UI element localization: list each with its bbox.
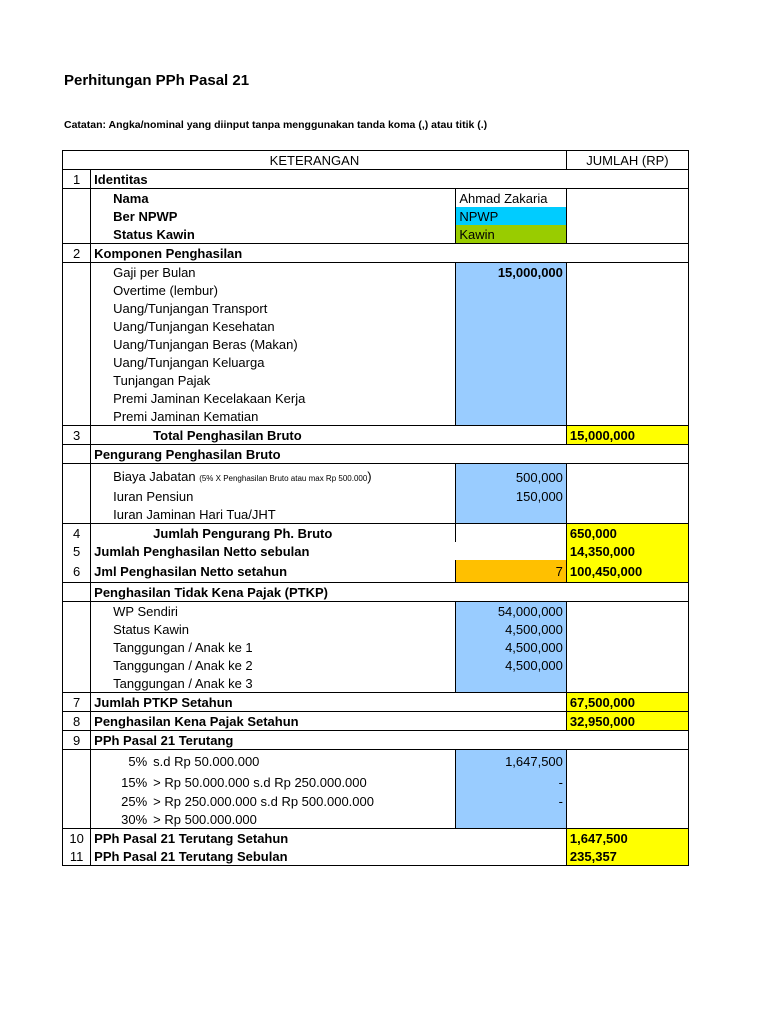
- row-total-bruto: [63, 426, 689, 445]
- iuran-pensiun-label: Iuran Pensiun: [113, 488, 194, 504]
- ptkp-value: [456, 674, 567, 693]
- row-npwp: [63, 207, 689, 225]
- row-number: 8: [63, 712, 91, 731]
- bracket-label: > Rp 500.000.000: [153, 811, 257, 827]
- nama-label: Nama: [91, 189, 456, 208]
- input-note: Catatan: Angka/nominal yang diinput tanpa menggunakan tanda koma (,) atau titik (.): [64, 119, 488, 131]
- row-netto-bulan: [63, 542, 689, 560]
- npwp-label: Ber NPWP: [113, 208, 178, 224]
- netto-tahun-months[interactable]: 7: [456, 560, 567, 583]
- bracket-row: [63, 792, 689, 810]
- total-bruto-value: 15,000,000: [566, 426, 688, 445]
- ptkp-item: [63, 602, 689, 621]
- row-number: 11: [63, 847, 91, 866]
- row-pph-terutang: [63, 731, 689, 750]
- row-status: [63, 225, 689, 244]
- status-label: Status Kawin: [91, 225, 456, 244]
- bracket-label: > Rp 250.000.000 s.d Rp 500.000.000: [153, 793, 374, 809]
- pph-setahun-value: 1,647,500: [566, 829, 688, 848]
- komponen-label: Uang/Tunjangan Transport: [113, 300, 268, 316]
- pph-sebulan-label: PPh Pasal 21 Terutang Sebulan: [91, 847, 567, 866]
- komponen-label: Uang/Tunjangan Kesehatan: [113, 318, 275, 334]
- row-number: 9: [63, 731, 91, 750]
- bracket-pct: 5%: [128, 753, 148, 769]
- bracket-pct: 15%: [121, 774, 148, 790]
- biaya-jabatan-close: ): [367, 469, 372, 484]
- header-jumlah: JUMLAH (RP): [566, 151, 688, 170]
- ptkp-item: [63, 638, 689, 656]
- row-pkp: [63, 712, 689, 731]
- komponen-input[interactable]: [456, 389, 567, 407]
- bracket-row: [63, 750, 689, 773]
- row-jht: [63, 505, 689, 524]
- ptkp-label: Tanggungan / Anak ke 1: [113, 639, 253, 655]
- ptkp-label: Tanggungan / Anak ke 2: [113, 657, 253, 673]
- netto-tahun-label: Jml Penghasilan Netto setahun: [91, 560, 456, 583]
- komponen-item: [63, 263, 689, 282]
- pph-setahun-label: PPh Pasal 21 Terutang Setahun: [94, 830, 289, 846]
- komponen-input[interactable]: [456, 371, 567, 389]
- komponen-item: [63, 407, 689, 426]
- bracket-value: [456, 810, 567, 829]
- komponen-label: Overtime (lembur): [113, 282, 218, 298]
- bracket-value: -: [456, 792, 567, 810]
- ptkp-item: [63, 656, 689, 674]
- jht-label: Iuran Jaminan Hari Tua/JHT: [91, 505, 456, 524]
- row-number: 5: [63, 542, 91, 560]
- biaya-jabatan-cell: [91, 468, 456, 487]
- komponen-item: [63, 353, 689, 371]
- biaya-jabatan-label: Biaya Jabatan: [113, 469, 196, 484]
- komponen-item: [63, 389, 689, 407]
- komponen-label: Gaji per Bulan: [113, 264, 196, 280]
- row-number: 3: [63, 426, 91, 445]
- bracket-row: [63, 810, 689, 829]
- bracket-row: [63, 772, 689, 792]
- komponen-label: Uang/Tunjangan Beras (Makan): [113, 336, 298, 352]
- row-nama: [63, 189, 689, 208]
- jumlah-ptkp-value: 67,500,000: [566, 693, 688, 712]
- row-number: 4: [63, 524, 91, 543]
- section-ptkp: Penghasilan Tidak Kena Pajak (PTKP): [91, 583, 689, 602]
- komponen-input[interactable]: [456, 299, 567, 317]
- section-komponen: Komponen Penghasilan: [91, 244, 689, 263]
- row-identitas: [63, 170, 689, 189]
- row-pph-sebulan: [63, 847, 689, 866]
- row-komponen: [63, 244, 689, 263]
- komponen-input[interactable]: [456, 407, 567, 426]
- row-netto-tahun: [63, 560, 689, 583]
- jht-input[interactable]: [456, 505, 567, 524]
- ptkp-item: [63, 620, 689, 638]
- row-jumlah-pengurang: [63, 524, 689, 543]
- bracket-pct: 30%: [121, 811, 148, 827]
- row-number: 10: [63, 829, 91, 848]
- pkp-label: Penghasilan Kena Pajak Setahun: [91, 712, 567, 731]
- komponen-item: [63, 299, 689, 317]
- komponen-label: Premi Jaminan Kecelakaan Kerja: [113, 390, 306, 406]
- total-bruto-label: Total Penghasilan Bruto: [91, 426, 567, 445]
- status-select[interactable]: Kawin: [456, 225, 567, 244]
- nama-input[interactable]: Ahmad Zakaria: [456, 189, 567, 208]
- ptkp-value: 54,000,000: [456, 602, 567, 621]
- header-keterangan: KETERANGAN: [63, 151, 567, 170]
- row-number: 6: [63, 560, 91, 583]
- row-iuran-pensiun: [63, 487, 689, 505]
- section-pengurang: Pengurang Penghasilan Bruto: [91, 445, 689, 464]
- komponen-input[interactable]: [456, 353, 567, 371]
- bracket-value: -: [456, 772, 567, 792]
- komponen-label: Premi Jaminan Kematian: [91, 407, 456, 426]
- komponen-label: Uang/Tunjangan Keluarga: [113, 354, 265, 370]
- section-pph-terutang: PPh Pasal 21 Terutang: [91, 731, 689, 750]
- bracket-pct: 25%: [121, 793, 148, 809]
- pph21-sheet: [62, 150, 689, 866]
- ptkp-value: 4,500,000: [456, 638, 567, 656]
- pph-sebulan-value: 235,357: [566, 847, 688, 866]
- jumlah-ptkp-label: Jumlah PTKP Setahun: [91, 693, 567, 712]
- row-biaya-jabatan: [63, 468, 689, 487]
- row-number: 2: [63, 244, 91, 263]
- bracket-value: 1,647,500: [456, 750, 567, 773]
- ptkp-value: 4,500,000: [456, 620, 567, 638]
- section-identitas: Identitas: [91, 170, 689, 189]
- komponen-input[interactable]: [456, 281, 567, 299]
- ptkp-item: [63, 674, 689, 693]
- jumlah-pengurang-value: 650,000: [566, 524, 688, 543]
- row-ptkp: [63, 583, 689, 602]
- ptkp-label: WP Sendiri: [113, 603, 178, 619]
- page-title: Perhitungan PPh Pasal 21: [64, 72, 250, 89]
- npwp-select[interactable]: NPWP: [456, 207, 567, 225]
- row-number: 1: [63, 170, 91, 189]
- komponen-label: Tunjangan Pajak: [113, 372, 211, 388]
- komponen-input[interactable]: [456, 317, 567, 335]
- biaya-jabatan-value[interactable]: 500,000: [456, 468, 567, 487]
- bracket-label: s.d Rp 50.000.000: [153, 753, 260, 769]
- row-pengurang: [63, 445, 689, 464]
- komponen-input[interactable]: 15,000,000: [456, 263, 567, 282]
- row-jumlah-ptkp: [63, 693, 689, 712]
- netto-tahun-value: 100,450,000: [566, 560, 688, 583]
- komponen-item: [63, 335, 689, 353]
- ptkp-value: 4,500,000: [456, 656, 567, 674]
- netto-bulan-value: 14,350,000: [566, 542, 688, 560]
- jumlah-pengurang-label: Jumlah Pengurang Ph. Bruto: [153, 525, 333, 541]
- komponen-item: [63, 317, 689, 335]
- ptkp-label: Status Kawin: [113, 621, 190, 637]
- netto-bulan-label: Jumlah Penghasilan Netto sebulan: [94, 543, 310, 559]
- komponen-item: [63, 371, 689, 389]
- row-number: 7: [63, 693, 91, 712]
- biaya-jabatan-note: (5% X Penghasilan Bruto atau max Rp 500.000: [199, 474, 368, 483]
- komponen-item: [63, 281, 689, 299]
- pkp-value: 32,950,000: [566, 712, 688, 731]
- bracket-label: > Rp 50.000.000 s.d Rp 250.000.000: [153, 774, 367, 790]
- komponen-input[interactable]: [456, 335, 567, 353]
- header-row: [63, 151, 689, 170]
- ptkp-label: Tanggungan / Anak ke 3: [91, 674, 456, 693]
- row-pph-setahun: [63, 829, 689, 848]
- iuran-pensiun-input[interactable]: 150,000: [456, 487, 567, 505]
